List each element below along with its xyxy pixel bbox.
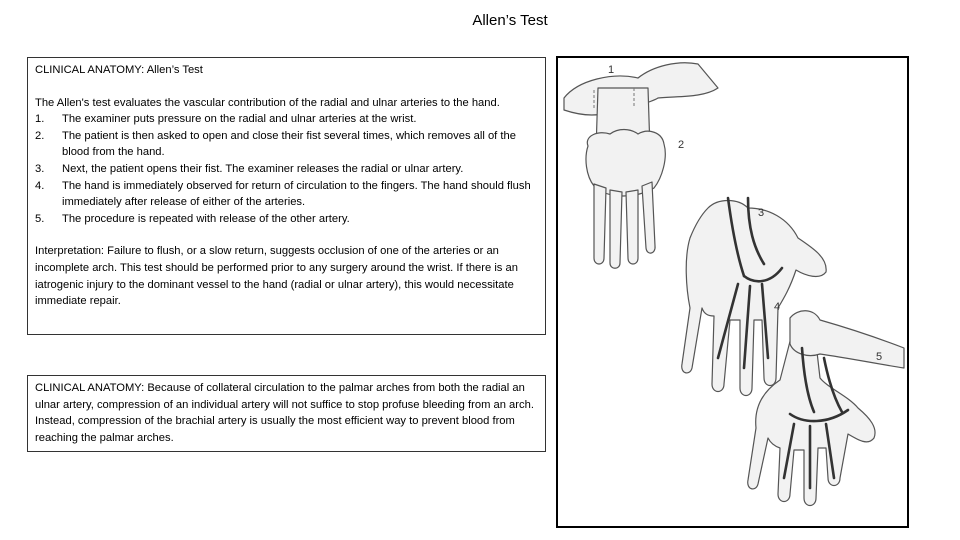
patient-finger-shape (626, 190, 638, 264)
step-text: The procedure is repeated with release of the other artery. (62, 212, 350, 225)
step-number: 4. (35, 179, 45, 192)
intro-paragraph: The Allen's test evaluates the vascular contribution of the radial and ulnar arteries to the hand. (35, 96, 500, 109)
figure-step-label: 4 (774, 301, 781, 313)
collateral-paragraph: CLINICAL ANATOMY: Because of collateral circulation to the palmar arches from both the radial an ulnar artery, compression of an individual artery will not suffice to stop profuse bleeding from an arch. Instead, compression of the brachial artery is usually the most efficient way to prevent blood from reaching the palmar arches. (35, 382, 534, 444)
procedure-step (35, 178, 538, 211)
interpretation-paragraph: Interpretation: Failure to flush, or a slow return, suggests occlusion of one of the arteries or an incomplete arch. This test should be performed prior to any surgery around the wrist. If there is an iatrogenic injury to the dominant vessel to the hand (radial or ulnar artery), this would necessitate immediate repair. (35, 245, 518, 308)
box-heading: CLINICAL ANATOMY: Allen’s Test (35, 64, 203, 76)
patient-finger-shape (610, 190, 622, 268)
allens-test-illustration (556, 56, 909, 528)
step-text: The patient is then asked to open and close their fist several times, which removes all of the blood from the hand. (62, 129, 516, 159)
step-text: The examiner puts pressure on the radial and ulnar arteries at the wrist. (62, 113, 417, 126)
step-text: Next, the patient opens their fist. The examiner releases the radial or ulnar artery. (62, 162, 464, 175)
step-number: 2. (35, 129, 45, 142)
step-number: 5. (35, 212, 45, 225)
procedure-steps-list (35, 111, 538, 227)
step-number: 1. (35, 113, 45, 126)
procedure-step (35, 128, 538, 161)
allens-test-text-box (27, 57, 546, 335)
patient-finger-shape (594, 184, 606, 264)
figure-step-label: 2 (678, 139, 685, 151)
step-text: The hand is immediately observed for return of circulation to the fingers. The hand should flush immediately after release of either of the arteries. (62, 179, 531, 209)
figure-step-label: 3 (758, 207, 765, 219)
procedure-step (35, 161, 538, 178)
figure-step-label: 1 (608, 64, 615, 76)
hand-illustration-svg (558, 58, 907, 526)
figure-step-label: 5 (876, 351, 883, 363)
patient-finger-shape (642, 182, 655, 253)
step-number: 3. (35, 162, 45, 175)
procedure-step (35, 111, 538, 128)
procedure-step (35, 211, 538, 228)
collateral-circulation-text-box (27, 375, 546, 452)
slide-title: Allen’s Test (472, 12, 548, 29)
